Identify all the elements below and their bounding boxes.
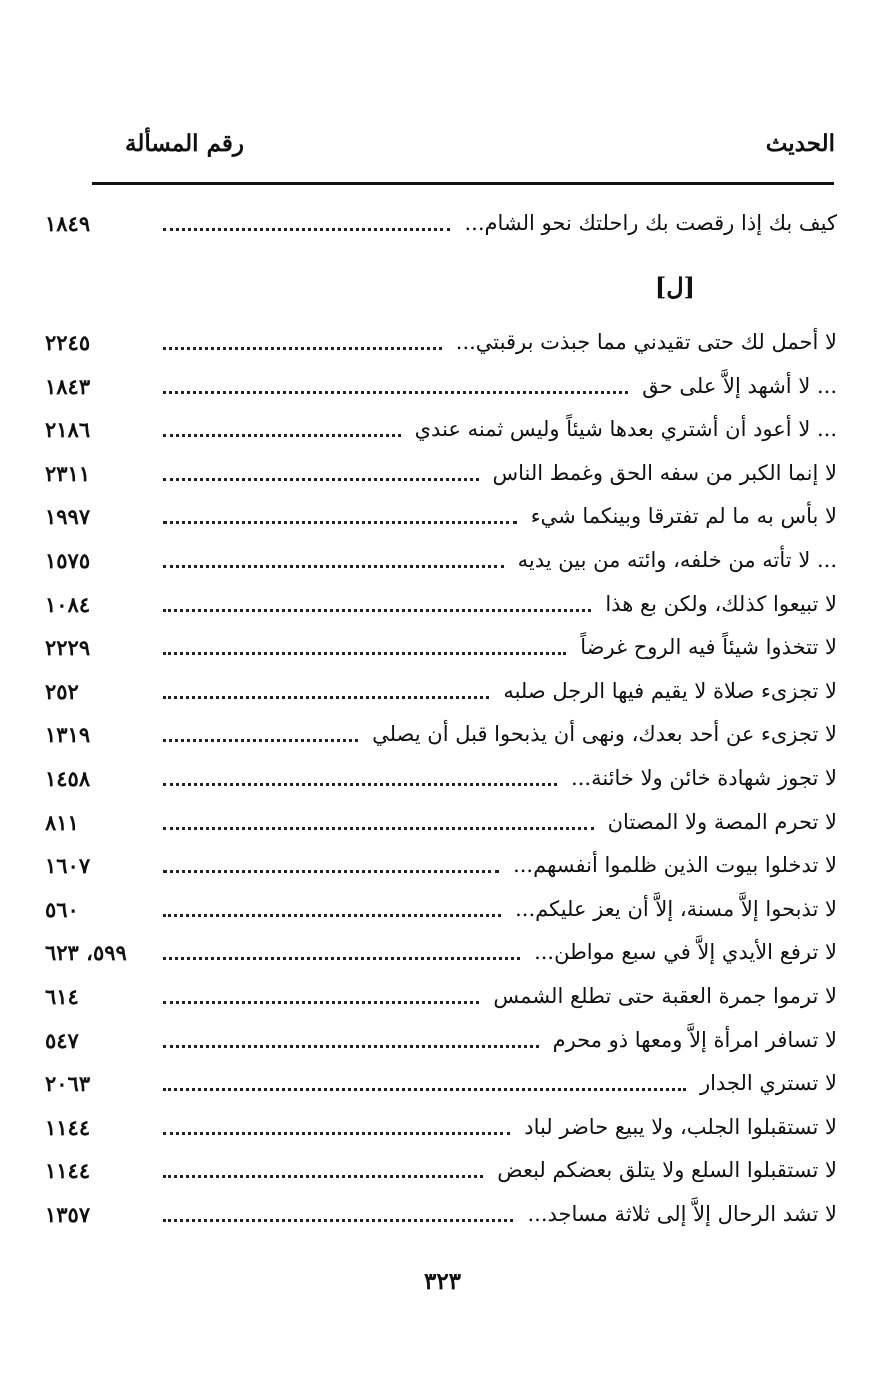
index-entry	[45, 892, 837, 926]
index-entry	[45, 848, 837, 882]
entry-number: ٢١٨٦	[45, 416, 91, 442]
entry-number: ٢٠٦٣	[45, 1070, 91, 1096]
index-entry	[45, 1066, 837, 1100]
entry-number: ١١٤٤	[45, 1157, 91, 1183]
entry-text: لا تجزىء صلاة لا يقيم فيها الرجل صلبه	[503, 679, 837, 703]
entry-number: ٢٣١١	[45, 460, 91, 486]
entry-text: لا تتخذوا شيئاً فيه الروح غرضاً	[580, 635, 837, 659]
index-entry	[45, 630, 837, 664]
leader-dots	[163, 739, 358, 742]
entry-number: ٨١١	[45, 809, 79, 835]
index-entry	[45, 325, 837, 359]
entry-text: لا تجزىء عن أحد بعدك، ونهى أن يذبحوا قبل أن يصلي	[372, 722, 837, 746]
entry-number: ٢٥٢	[45, 678, 79, 704]
entry-number: ٢٢٤٥	[45, 329, 91, 355]
entry-number: ١٨٤٩	[45, 210, 91, 236]
entry-text: لا تسافر امرأة إلاَّ ومعها ذو محرم	[552, 1028, 837, 1052]
entry-text: لا تحرم المصة ولا المصتان	[607, 810, 837, 834]
entry-number: ١٣٥٧	[45, 1201, 91, 1227]
entry-number: ١٠٨٤	[45, 591, 91, 617]
entry-number: ٥٦٠	[45, 896, 79, 922]
leader-dots	[163, 1045, 539, 1048]
leader-dots	[163, 783, 557, 786]
entry-text: كيف بك إذا رقصت بك راحلتك نحو الشام...	[464, 211, 837, 235]
leader-dots	[163, 1132, 510, 1135]
leader-dots	[163, 1219, 513, 1222]
index-entry	[45, 543, 837, 577]
entry-number: ٦١٤	[45, 983, 79, 1009]
entry-text: لا تجوز شهادة خائن ولا خائنة...	[571, 766, 837, 790]
entry-text: لا ترفع الأيدي إلاَّ في سبع مواطن...	[534, 940, 837, 964]
leader-dots	[163, 827, 594, 830]
entry-number: ٥٩٩، ٦٢٣	[45, 939, 127, 965]
entry-number: ١٤٥٨	[45, 765, 91, 791]
leader-dots	[163, 957, 520, 960]
entry-text: لا إنما الكبر من سفه الحق وغمط الناس	[492, 461, 837, 485]
index-entry	[45, 674, 837, 708]
page-number: ٣٢٣	[423, 1268, 462, 1295]
leader-dots	[163, 521, 517, 524]
entry-text: لا بأس به ما لم تفترقا وبينكما شيء	[530, 504, 837, 528]
leader-dots	[163, 565, 504, 568]
leader-dots	[163, 696, 489, 699]
leader-dots	[163, 1001, 479, 1004]
entry-text: لا ترموا جمرة العقبة حتى تطلع الشمس	[493, 984, 837, 1008]
entry-text: ... لا تأته من خلفه، وائته من بين يديه	[517, 548, 837, 572]
leader-dots	[163, 609, 591, 612]
index-entry	[45, 1197, 837, 1231]
index-entry	[45, 1110, 837, 1144]
leader-dots	[163, 870, 499, 873]
entry-text: لا تدخلوا بيوت الذين ظلموا أنفسهم...	[513, 853, 837, 877]
entry-number: ١٨٤٣	[45, 373, 91, 399]
section-letter-heading: [ل]	[654, 272, 695, 301]
index-entry	[45, 369, 837, 403]
leader-dots	[163, 434, 401, 437]
index-entry	[45, 979, 837, 1013]
index-entry	[45, 456, 837, 490]
entry-number: ١١٤٤	[45, 1114, 91, 1140]
leader-dots	[163, 391, 628, 394]
entry-text: ... لا أعود أن أشتري بعدها شيئاً وليس ثمنه عندي	[414, 417, 837, 441]
index-entry	[45, 1023, 837, 1057]
entry-text: ... لا أشهد إلاَّ على حق	[642, 374, 837, 398]
leader-dots	[163, 914, 501, 917]
index-entry	[45, 587, 837, 621]
column-header-number: رقم المسألة	[125, 130, 244, 157]
entry-text: لا تبيعوا كذلك، ولكن بع هذا	[605, 592, 837, 616]
entry-number: ١٣١٩	[45, 721, 91, 747]
entry-text: لا تذبحوا إلاَّ مسنة، إلاَّ أن يعز عليكم...	[515, 897, 837, 921]
index-entry	[45, 412, 837, 446]
index-entry	[45, 761, 837, 795]
entry-number: ١٥٧٥	[45, 547, 91, 573]
entry-text: لا تشد الرحال إلاَّ إلى ثلاثة مساجد...	[527, 1202, 837, 1226]
leader-dots	[163, 478, 479, 481]
entry-number: ١٩٩٧	[45, 503, 91, 529]
entry-text: لا تستقبلوا الجلب، ولا يبيع حاضر لباد	[524, 1115, 837, 1139]
entry-text: لا تستري الجدار	[699, 1071, 837, 1095]
index-entry	[45, 499, 837, 533]
index-entry	[45, 1153, 837, 1187]
leader-dots	[163, 347, 442, 350]
column-header-hadith: الحديث	[765, 130, 835, 157]
entry-text: لا أحمل لك حتى تقيدني مما جبذت برقبتي...	[455, 330, 837, 354]
entry-number: ١٦٠٧	[45, 852, 91, 878]
index-entry	[45, 935, 837, 969]
index-entry	[45, 717, 837, 751]
entry-number: ٥٤٧	[45, 1027, 79, 1053]
leader-dots	[163, 652, 566, 655]
leader-dots	[163, 1175, 483, 1178]
entry-text: لا تستقبلوا السلع ولا يتلق بعضكم لبعض	[497, 1158, 837, 1182]
index-entry	[45, 805, 837, 839]
entry-number: ٢٢٢٩	[45, 634, 91, 660]
leader-dots	[163, 1088, 686, 1091]
